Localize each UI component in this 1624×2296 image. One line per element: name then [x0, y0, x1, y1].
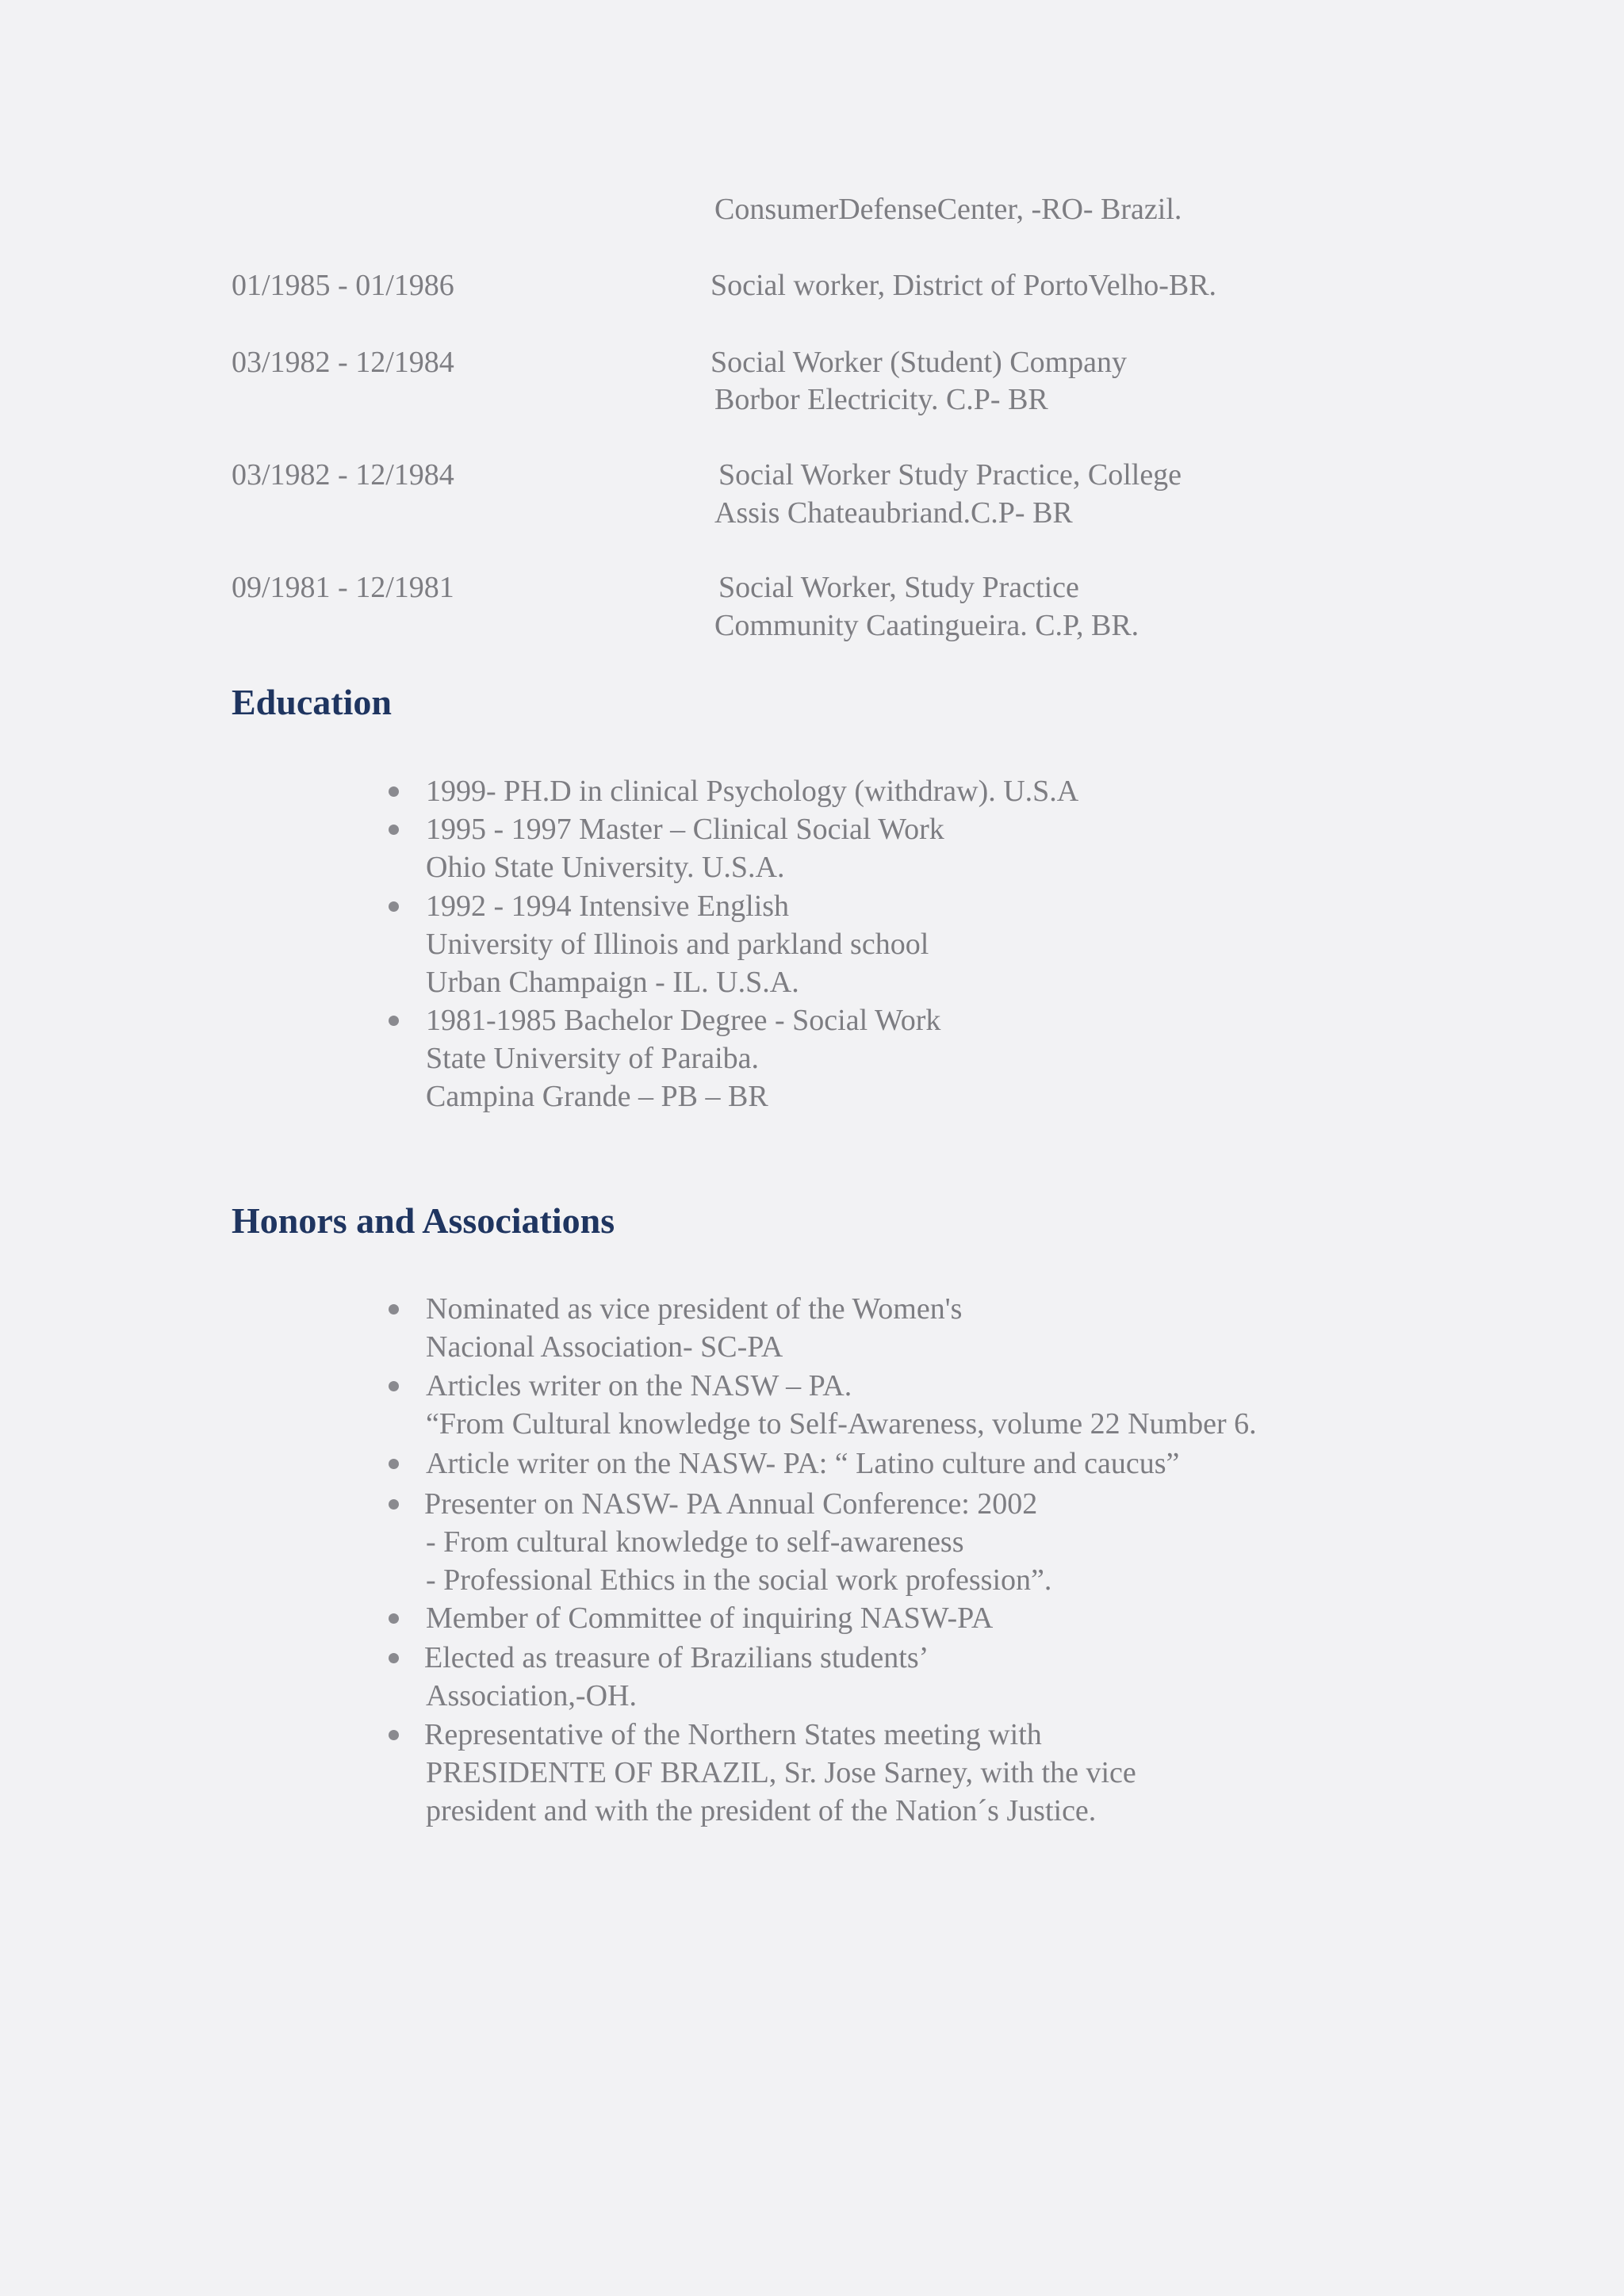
- honors-item: - From cultural knowledge to self-awareness: [426, 1525, 964, 1559]
- experience-continuation: ConsumerDefenseCenter, -RO- Brazil.: [714, 193, 1182, 226]
- experience-period: 09/1981 - 12/1981: [232, 571, 454, 604]
- bullet-icon: [389, 1613, 399, 1624]
- bullet-icon: [389, 1304, 399, 1314]
- bullet-icon: [389, 1016, 399, 1026]
- bullet-icon: [389, 1459, 399, 1469]
- experience-period: 03/1982 - 12/1984: [232, 458, 454, 492]
- education-item: 1992 - 1994 Intensive English: [426, 890, 790, 923]
- experience-description: Social worker, District of PortoVelho-BR.: [710, 269, 1217, 302]
- experience-description: Social Worker (Student) Company: [710, 346, 1127, 379]
- education-item: Ohio State University. U.S.A.: [426, 851, 785, 884]
- honors-item: - Professional Ethics in the social work profession”.: [426, 1563, 1052, 1597]
- honors-item: Presenter on NASW- PA Annual Conference: 2002: [424, 1487, 1038, 1521]
- honors-item: PRESIDENTE OF BRAZIL, Sr. Jose Sarney, with the vice: [426, 1756, 1136, 1789]
- honors-item: Association,-OH.: [426, 1679, 637, 1712]
- education-item: Campina Grande – PB – BR: [426, 1080, 768, 1113]
- honors-item: Member of Committee of inquiring NASW-PA: [426, 1601, 994, 1635]
- bullet-icon: [389, 1653, 399, 1663]
- honors-item: Nominated as vice president of the Women's: [426, 1292, 963, 1326]
- education-item: University of Illinois and parkland school: [426, 928, 929, 961]
- honors-item: president and with the president of the Nation´s Justice.: [426, 1794, 1097, 1827]
- education-item: 1995 - 1997 Master – Clinical Social Work: [426, 813, 944, 846]
- experience-description: Community Caatingueira. C.P, BR.: [714, 609, 1139, 642]
- education-item: 1981-1985 Bachelor Degree - Social Work: [426, 1004, 941, 1037]
- education-item: State University of Paraiba.: [426, 1042, 760, 1075]
- honors-item: Articles writer on the NASW – PA.: [426, 1369, 852, 1402]
- experience-period: 01/1985 - 01/1986: [232, 269, 454, 302]
- bullet-icon: [389, 1499, 399, 1510]
- bullet-icon: [389, 825, 399, 835]
- experience-description: Social Worker, Study Practice: [718, 571, 1079, 604]
- honors-item: Representative of the Northern States meeting with: [424, 1718, 1042, 1751]
- bullet-icon: [389, 901, 399, 912]
- education-item: 1999- PH.D in clinical Psychology (withdraw). U.S.A: [426, 775, 1079, 808]
- experience-period: 03/1982 - 12/1984: [232, 346, 454, 379]
- honors-item: “From Cultural knowledge to Self-Awareness, volume 22 Number 6.: [426, 1407, 1257, 1441]
- bullet-icon: [389, 1730, 399, 1740]
- honors-heading: Honors and Associations: [232, 1200, 615, 1241]
- bullet-icon: [389, 786, 399, 797]
- education-heading: Education: [232, 682, 392, 722]
- experience-description: Assis Chateaubriand.C.P- BR: [714, 496, 1073, 530]
- experience-description: Social Worker Study Practice, College: [718, 458, 1182, 492]
- honors-item: Nacional Association- SC-PA: [426, 1330, 783, 1364]
- honors-item: Article writer on the NASW- PA: “ Latino culture and caucus”: [426, 1447, 1180, 1480]
- education-item: Urban Champaign - IL. U.S.A.: [426, 966, 799, 999]
- honors-item: Elected as treasure of Brazilians students’: [424, 1641, 929, 1674]
- bullet-icon: [389, 1381, 399, 1391]
- experience-description: Borbor Electricity. C.P- BR: [714, 383, 1048, 416]
